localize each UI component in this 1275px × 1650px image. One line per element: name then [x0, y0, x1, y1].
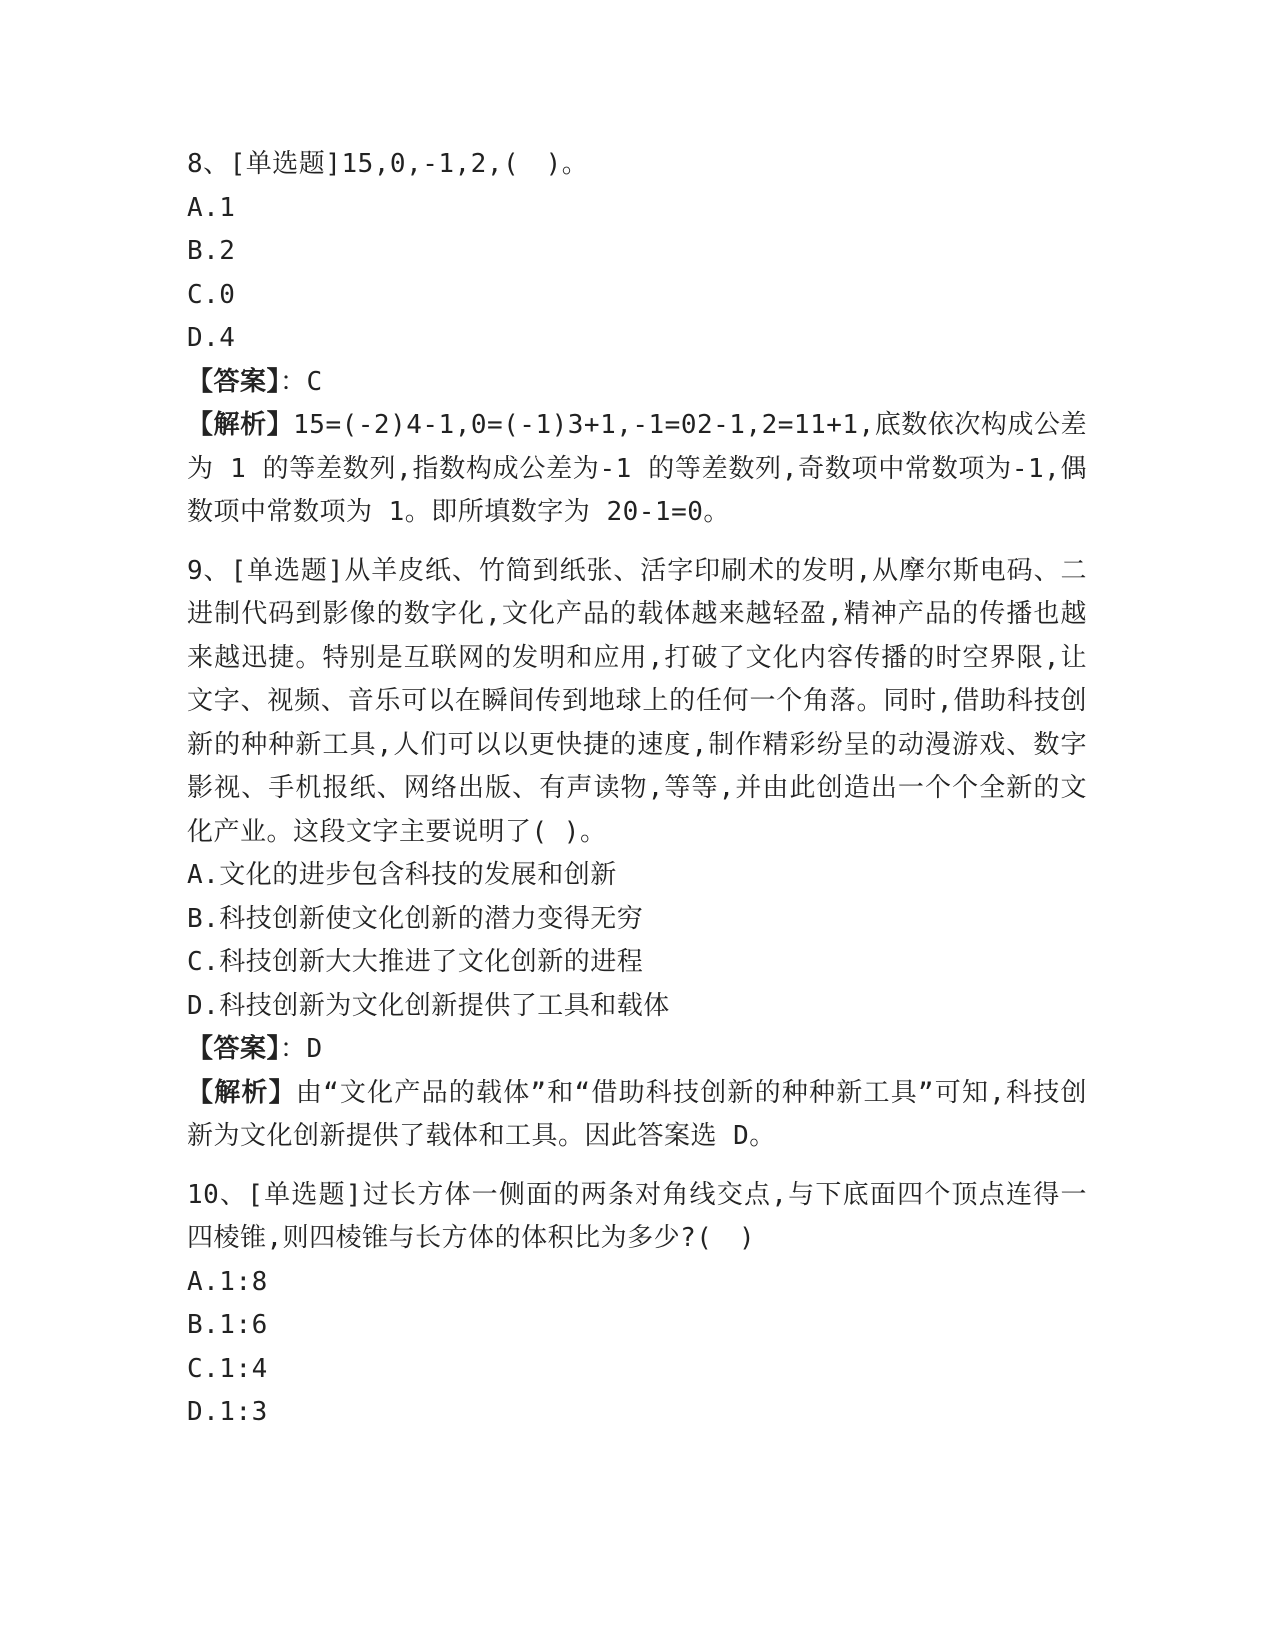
- answer-tag: 【答案】: [187, 366, 281, 397]
- option-d: D.科技创新为文化创新提供了工具和载体: [187, 990, 670, 1021]
- analysis-tag: 【解析】: [187, 410, 294, 440]
- document-page: [187, 143, 1087, 1435]
- option-a: A.1:8: [187, 1266, 268, 1297]
- option-c: C.0: [187, 279, 236, 310]
- question-8: [187, 143, 1087, 535]
- option-b: B.2: [187, 236, 236, 266]
- option-d: D.1:3: [187, 1397, 268, 1427]
- option-d: D.4: [187, 323, 236, 353]
- option-b: B.科技创新使文化创新的潜力变得无穷: [187, 903, 644, 934]
- question-stem: 8、[单选题]15,0,-1,2,( )。: [187, 149, 589, 179]
- option-b: B.1:6: [187, 1310, 268, 1340]
- analysis-block: [187, 1072, 1087, 1159]
- analysis-tag: 【解析】: [187, 1077, 296, 1108]
- answer-value: ：D: [280, 1034, 323, 1064]
- answer-value: ：C: [280, 366, 323, 397]
- option-c: C.1:4: [187, 1353, 268, 1384]
- answer-tag: 【答案】: [187, 1034, 281, 1064]
- question-9: [187, 550, 1087, 1159]
- question-10: [187, 1174, 1087, 1435]
- analysis-text: 15=(-2)4-1,0=(-1)3+1,-1=02-1,2=11+1,底数依次构成公差为 1 的等差数列,指数构成公差为-1 的等差数列,奇数项中常数项为-1,偶数项中常数项为 1。即所填数字为 20-1=0。: [187, 410, 1087, 527]
- analysis-text: 由“文化产品的载体”和“借助科技创新的种种新工具”可知,科技创新为文化创新提供了载体和工具。因此答案选 D。: [187, 1077, 1087, 1151]
- analysis-block: [187, 404, 1087, 535]
- answer-line: [187, 1028, 1087, 1072]
- answer-line: [187, 361, 1087, 405]
- option-a: A.1: [187, 192, 236, 223]
- question-stem: 9、[单选题]从羊皮纸、竹简到纸张、活字印刷术的发明,从摩尔斯电码、二进制代码到影像的数字化,文化产品的载体越来越轻盈,精神产品的传播也越来越迅捷。特别是互联网的发明和应用,打破了文化内容传播的时空界限,让文字、视频、音乐可以在瞬间传到地球上的任何一个角落。同时,借助科技创新的种种新工具,人们可以以更快捷的速度,制作精彩纷呈的动漫游戏、数字影视、手机报纸、网络出版、有声读物,等等,并由此创造出一个个全新的文化产业。这段文字主要说明了( )。: [187, 555, 1087, 847]
- option-c: C.科技创新大大推进了文化创新的进程: [187, 947, 644, 977]
- question-stem: 10、[单选题]过长方体一侧面的两条对角线交点,与下底面四个顶点连得一四棱锥,则四棱锥与长方体的体积比为多少?( ): [187, 1179, 1087, 1253]
- option-a: A.文化的进步包含科技的发展和创新: [187, 860, 617, 890]
